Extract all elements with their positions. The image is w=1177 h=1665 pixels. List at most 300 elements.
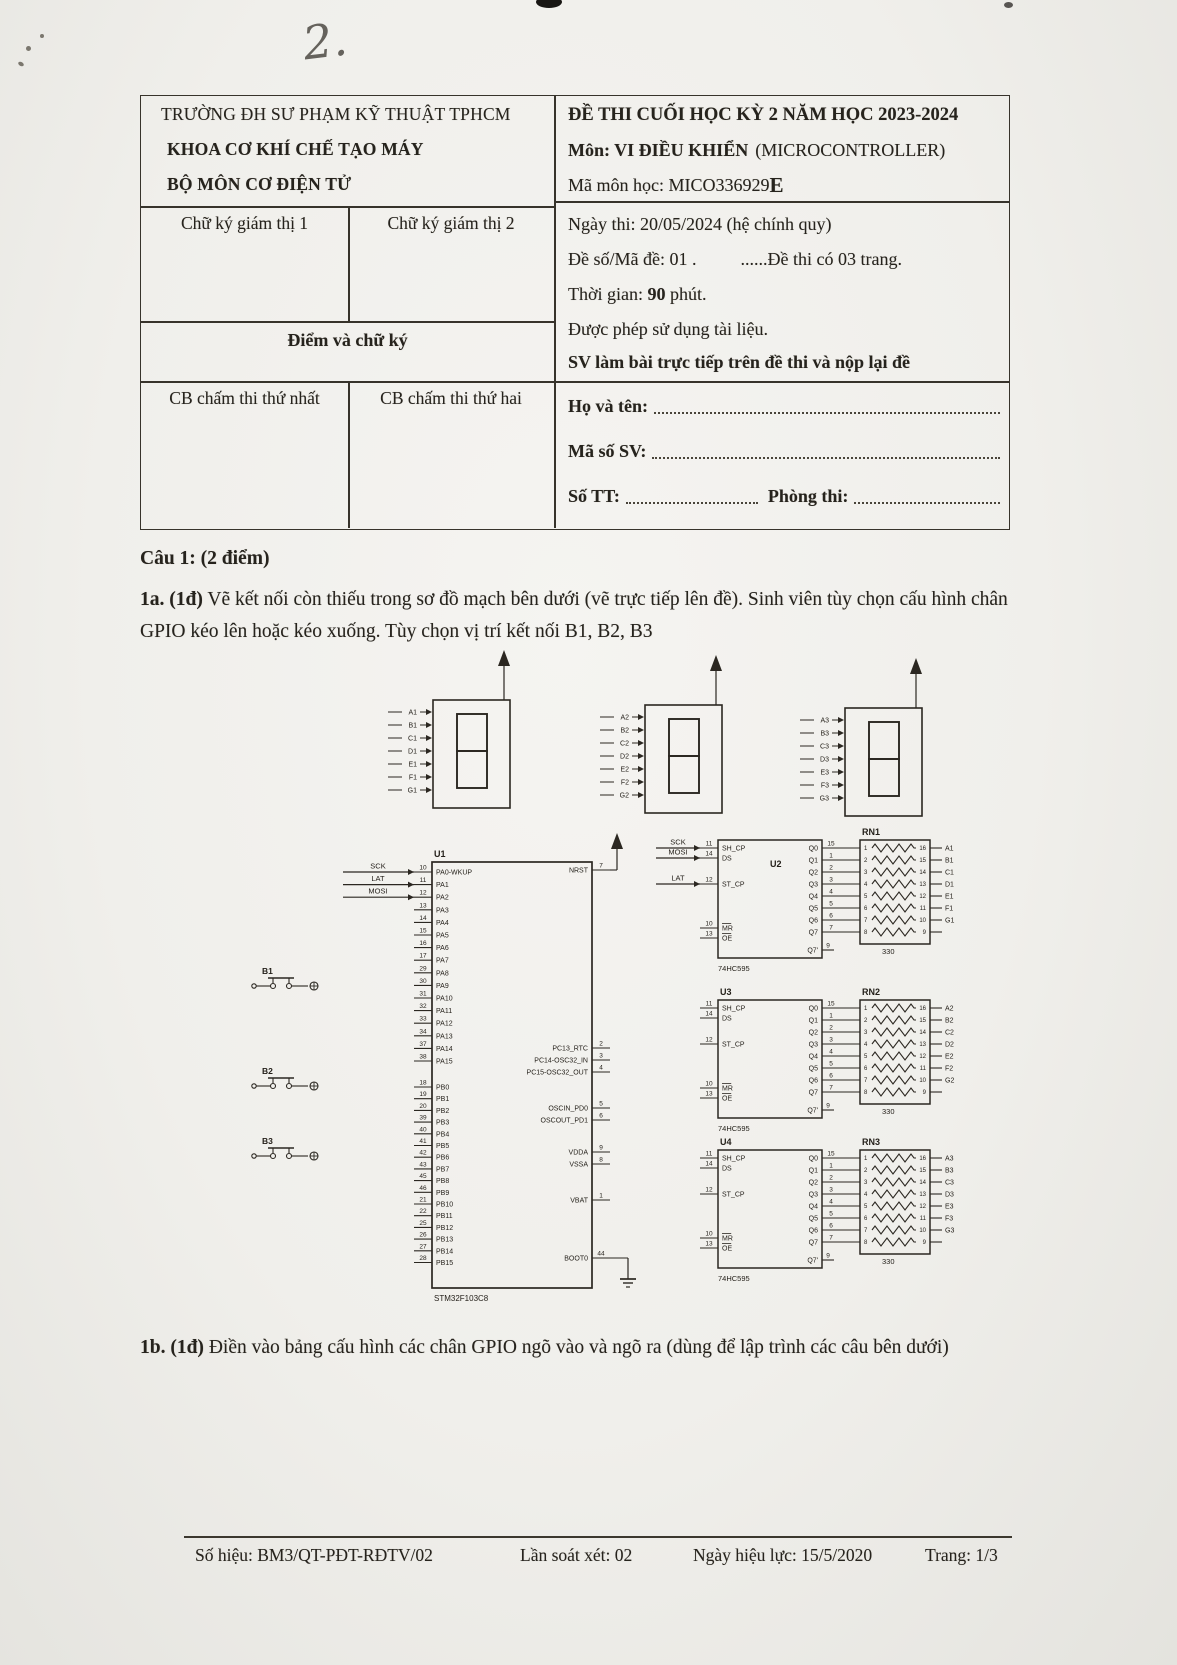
segment-pin-label: D2	[620, 753, 629, 761]
pin-name: SH_CP	[722, 1005, 746, 1013]
button-contact	[271, 1154, 276, 1159]
resistor-value: 330	[882, 947, 895, 956]
pin-number: 17	[419, 952, 427, 960]
resistor-network-box	[860, 1150, 930, 1254]
button-ref: B3	[262, 1136, 273, 1146]
pin-arrowhead	[426, 722, 432, 728]
segment-pin-label: E3	[820, 769, 829, 777]
question-1b-number: 1b. (1đ)	[140, 1337, 204, 1358]
net-label: G1	[945, 917, 955, 925]
pin-number: 30	[419, 977, 427, 985]
pin-number: 8	[599, 1156, 603, 1164]
pin-number: 9	[826, 1252, 830, 1260]
pin-name: Q2	[808, 1029, 818, 1037]
net-label: G2	[945, 1077, 955, 1085]
pin-arrowhead	[838, 756, 844, 762]
pin-arrowhead	[426, 748, 432, 754]
pin-number: 11	[919, 1066, 926, 1072]
pin-arrowhead	[638, 740, 644, 746]
net-label: B3	[945, 1167, 954, 1175]
pin-number: 16	[919, 1006, 926, 1012]
resistor-zigzag	[872, 1238, 916, 1246]
pin-arrowhead	[638, 766, 644, 772]
subject-label: Môn: VI ĐIỀU KHIỂN	[568, 140, 749, 160]
pin-name: OE	[722, 1245, 733, 1253]
component-ref: U3	[720, 987, 732, 997]
seven-seg-digit	[669, 756, 699, 793]
pin-number: 21	[419, 1196, 427, 1204]
pin-number: 7	[864, 1078, 868, 1084]
component-ref: RN2	[862, 987, 881, 997]
segment-pin-label: G2	[619, 792, 629, 800]
pin-number: 10	[919, 1078, 926, 1084]
net-label: D2	[945, 1041, 954, 1049]
duration-line	[568, 284, 707, 305]
segment-pin-label: C1	[408, 735, 417, 743]
pin-name: PB3	[436, 1119, 450, 1127]
pin-number: 7	[829, 1084, 833, 1092]
resistor-zigzag	[872, 880, 916, 888]
pin-name: PC13_RTC	[552, 1045, 588, 1053]
net-label: G3	[945, 1227, 955, 1235]
pin-number: 1	[864, 1156, 868, 1162]
pin-arrowhead	[638, 753, 644, 759]
table-line	[141, 321, 554, 323]
pin-number: 44	[597, 1250, 605, 1258]
pin-number: 12	[705, 876, 713, 884]
seven-seg-digit	[457, 751, 487, 788]
table-line	[554, 201, 1009, 203]
pin-name: Q3	[808, 1191, 818, 1199]
seven-seg-digit	[869, 759, 899, 796]
pin-number: 3	[829, 876, 833, 884]
pin-arrowhead	[838, 782, 844, 788]
pin-name: NRST	[568, 867, 588, 875]
proctor2-cell: Chữ ký giám thị 2	[387, 213, 515, 233]
segment-pin-label: A1	[408, 709, 417, 717]
pin-name: DS	[722, 1165, 732, 1173]
table-line	[554, 381, 1009, 383]
pin-name: MR	[722, 1235, 733, 1243]
pin-name: Q4	[808, 893, 818, 901]
pin-name: PB5	[436, 1143, 450, 1150]
table-line	[554, 96, 556, 528]
pin-name: PB0	[436, 1084, 450, 1092]
net-label: C1	[945, 869, 954, 877]
pin-name: Q6	[808, 917, 818, 925]
pin-number: 10	[705, 1080, 713, 1088]
button-ref: B2	[262, 1066, 273, 1076]
pin-number: 14	[919, 1180, 926, 1186]
seven-seg-display	[645, 705, 722, 813]
subject-line	[568, 140, 945, 161]
student-id-label: Mã số SV:	[568, 441, 647, 461]
net-label: E3	[945, 1203, 954, 1211]
segment-pin-label: B2	[620, 727, 629, 735]
student-id-dotted-line	[652, 445, 1000, 459]
duration-value: 90	[647, 284, 666, 304]
pin-name: OSCIN_PD0	[548, 1105, 588, 1113]
net-label: MOSI	[368, 886, 388, 896]
pin-name: Q7	[808, 1089, 818, 1097]
seven-seg-digit	[869, 722, 899, 759]
student-id-row	[568, 441, 1000, 462]
net-label: B1	[945, 857, 954, 865]
pin-number: 13	[705, 1090, 713, 1098]
pin-number: 4	[864, 1192, 868, 1198]
pin-number: 15	[827, 1150, 835, 1158]
subject-en: (MICROCONTROLLER)	[755, 140, 946, 160]
resistor-zigzag	[872, 1154, 916, 1162]
pin-number: 5	[599, 1100, 603, 1108]
pin-name: Q7'	[807, 947, 818, 955]
pin-name: PA11	[436, 1008, 453, 1016]
pin-number: 14	[919, 1030, 926, 1036]
name-dotted-line	[654, 400, 1000, 414]
vcc-arrow-icon	[498, 650, 510, 666]
pages-note: ......Đề thi có 03 trang.	[740, 249, 902, 269]
component-part: 74HC595	[718, 1274, 750, 1283]
resistor-network-box	[860, 840, 930, 944]
pin-name: Q3	[808, 881, 818, 889]
pin-name: Q5	[808, 1215, 818, 1223]
school-name: TRƯỜNG ĐH SƯ PHẠM KỸ THUẬT TPHCM	[161, 104, 511, 124]
component-ref: U4	[720, 1137, 732, 1147]
segment-pin-label: D1	[408, 748, 417, 756]
vcc-arrow-icon	[710, 655, 722, 671]
pin-name: Q5	[808, 905, 818, 913]
pin-number: 1	[829, 852, 833, 860]
pin-name: PA3	[436, 907, 449, 915]
pin-name: ST_CP	[722, 881, 745, 889]
pin-arrowhead	[694, 845, 700, 851]
pin-number: 8	[864, 1090, 868, 1096]
pin-number: 2	[864, 1168, 868, 1174]
pin-name: PA7	[436, 957, 449, 965]
segment-pin-label: G1	[407, 787, 417, 795]
pin-name: PA0-WKUP	[436, 869, 473, 877]
pin-name: PB12	[436, 1224, 454, 1232]
pin-arrowhead	[838, 795, 844, 801]
pin-number: 5	[864, 1054, 868, 1060]
net-label: A3	[945, 1155, 954, 1163]
pin-name: OE	[722, 1095, 733, 1103]
pin-number: 43	[419, 1161, 427, 1169]
pin-arrowhead	[638, 714, 644, 720]
component-part: 74HC595	[718, 1124, 750, 1133]
pin-number: 9	[599, 1144, 603, 1152]
circuit-diagram	[230, 645, 1000, 1325]
pin-number: 41	[419, 1138, 427, 1145]
pin-number: 11	[705, 840, 713, 848]
pin-name: ST_CP	[722, 1191, 745, 1199]
pin-number: 1	[864, 1006, 868, 1012]
name-label: Họ và tên:	[568, 396, 648, 416]
question-1a-text: Vẽ kết nối còn thiếu trong sơ đồ mạch bên dưới (vẽ trực tiếp lên đề). Sinh viên tùy chọn cấu hình chân GPIO kéo lên hoặc kéo xuống. Tùy chọn vị trí kết nối B1, B2, B3	[140, 589, 1008, 642]
pin-number: 13	[419, 902, 427, 910]
net-label: SCK	[670, 837, 686, 847]
pin-number: 11	[419, 877, 427, 885]
button-terminal	[252, 984, 256, 988]
net-label: F2	[945, 1065, 954, 1073]
button-ref: B1	[262, 966, 273, 976]
resistor-zigzag	[872, 1178, 916, 1186]
pin-arrowhead	[694, 881, 700, 887]
question-1b	[140, 1332, 1024, 1364]
resistor-zigzag	[872, 1040, 916, 1048]
resistor-zigzag	[872, 1214, 916, 1222]
pin-number: 15	[919, 858, 926, 864]
pin-name: SH_CP	[722, 845, 746, 853]
pin-number: 1	[829, 1012, 833, 1020]
pin-name: PA15	[436, 1058, 453, 1066]
pin-name: DS	[722, 855, 732, 863]
pin-number: 3	[599, 1052, 603, 1060]
duration-prefix: Thời gian:	[568, 284, 648, 304]
seat-dotted-line	[626, 490, 758, 504]
pin-number: 9	[826, 942, 830, 950]
pin-number: 45	[419, 1173, 427, 1181]
pin-number: 39	[419, 1114, 427, 1122]
pin-number: 32	[419, 1003, 427, 1011]
pin-number: 15	[919, 1018, 926, 1024]
resistor-zigzag	[872, 868, 916, 876]
pin-name: PA13	[436, 1033, 453, 1041]
name-row	[568, 396, 1000, 417]
pin-number: 7	[599, 862, 603, 870]
footer-effective-date: Ngày hiệu lực: 15/5/2020	[693, 1545, 873, 1565]
pin-number: 6	[599, 1112, 603, 1120]
pin-name: PA5	[436, 932, 449, 940]
pin-number: 14	[705, 850, 713, 858]
resistor-value: 330	[882, 1257, 895, 1266]
resistor-zigzag	[872, 1166, 916, 1174]
pin-number: 25	[419, 1219, 427, 1227]
button-contact	[287, 1154, 292, 1159]
pin-number: 5	[829, 1060, 833, 1068]
segment-pin-label: C2	[620, 740, 629, 748]
pin-number: 16	[919, 846, 926, 852]
pin-name: PA1	[436, 882, 449, 890]
pin-number: 4	[599, 1064, 603, 1072]
pin-number: 3	[829, 1186, 833, 1194]
pin-number: 11	[919, 1216, 926, 1222]
button-terminal	[252, 1154, 256, 1158]
pin-name: PA10	[436, 995, 453, 1003]
pin-arrowhead	[408, 882, 414, 888]
pin-number: 2	[829, 864, 833, 872]
faculty-name: KHOA CƠ KHÍ CHẾ TẠO MÁY	[167, 139, 424, 159]
pin-number: 8	[864, 1240, 868, 1246]
resistor-zigzag	[872, 1226, 916, 1234]
question-1a-number: 1a. (1đ)	[140, 589, 203, 610]
pin-arrowhead	[838, 730, 844, 736]
pin-name: PB11	[436, 1213, 453, 1221]
pin-number: 9	[922, 1090, 926, 1096]
pin-number: 6	[829, 1072, 833, 1080]
vcc-arrow-icon	[910, 658, 922, 674]
course-code: Mã môn học: MICO336929	[568, 175, 770, 195]
segment-pin-label: B1	[408, 722, 417, 730]
pin-number: 6	[829, 1222, 833, 1230]
pin-number: 10	[419, 864, 427, 872]
pin-number: 3	[864, 1030, 868, 1036]
room-label: Phòng thi:	[767, 486, 849, 506]
resistor-zigzag	[872, 904, 916, 912]
footer-rule	[184, 1536, 1012, 1538]
net-label: E1	[945, 893, 954, 901]
pin-number: 18	[419, 1079, 427, 1087]
pin-name: Q1	[808, 1017, 818, 1025]
segment-pin-label: C3	[820, 743, 829, 751]
pin-number: 4	[829, 1048, 833, 1056]
pin-name: OSCOUT_PD1	[540, 1117, 588, 1125]
net-label: LAT	[371, 874, 385, 884]
pin-number: 16	[419, 940, 427, 948]
pin-number: 6	[864, 1216, 868, 1222]
pin-number: 2	[829, 1174, 833, 1182]
pin-number: 1	[864, 846, 868, 852]
pin-name: SH_CP	[722, 1155, 746, 1163]
grader1-cell: CB chấm thi thứ nhất	[169, 388, 320, 408]
pin-number: 4	[829, 888, 833, 896]
pin-number: 29	[419, 965, 427, 973]
pin-arrowhead	[408, 894, 414, 900]
segment-pin-label: F1	[408, 774, 417, 782]
pin-name: Q6	[808, 1227, 818, 1235]
segment-pin-label: F3	[820, 782, 829, 790]
pin-number: 4	[864, 1042, 868, 1048]
course-code-suffix: E	[769, 173, 784, 197]
component-ref: U2	[770, 859, 782, 869]
seat-label: Số TT:	[568, 486, 620, 506]
segment-pin-label: A3	[820, 717, 829, 725]
pin-number: 33	[419, 1015, 427, 1023]
net-label: D3	[945, 1191, 954, 1199]
pin-number: 20	[419, 1102, 427, 1110]
segment-pin-label: B3	[820, 730, 829, 738]
pin-arrowhead	[638, 727, 644, 733]
pin-number: 16	[919, 1156, 926, 1162]
net-label: SCK	[370, 861, 386, 871]
shift-register-box	[718, 1000, 822, 1118]
pin-number: 10	[919, 1228, 926, 1234]
seat-room-row	[568, 486, 1000, 507]
pin-name: MR	[722, 1085, 733, 1093]
net-label: A1	[945, 845, 954, 853]
pin-number: 13	[919, 1192, 926, 1198]
pin-number: 27	[419, 1243, 427, 1251]
pin-number: 9	[922, 930, 926, 936]
button-terminal	[252, 1084, 256, 1088]
pin-name: Q7'	[807, 1257, 818, 1265]
segment-pin-label: A2	[620, 714, 629, 722]
component-ref: RN3	[862, 1137, 881, 1147]
pin-name: OE	[722, 935, 733, 943]
pin-number: 11	[919, 906, 926, 912]
pin-number: 9	[922, 1240, 926, 1246]
pin-number: 38	[419, 1053, 427, 1061]
pin-arrowhead	[426, 709, 432, 715]
net-label: D1	[945, 881, 954, 889]
exam-code-line	[568, 249, 902, 270]
resistor-zigzag	[872, 844, 916, 852]
pin-name: Q0	[808, 1155, 818, 1163]
instruction-line: SV làm bài trực tiếp trên đề thi và nộp lại đề	[568, 352, 910, 372]
pin-name: PB1	[436, 1096, 450, 1104]
pin-number: 37	[419, 1040, 427, 1048]
segment-pin-label: G3	[819, 795, 829, 803]
pin-arrowhead	[408, 869, 414, 875]
pin-number: 7	[864, 918, 868, 924]
segment-pin-label: E2	[620, 766, 629, 774]
pin-name: ST_CP	[722, 1041, 745, 1049]
net-label: C2	[945, 1029, 954, 1037]
resistor-zigzag	[872, 1076, 916, 1084]
pin-name: PA14	[436, 1045, 453, 1053]
pin-name: DS	[722, 1015, 732, 1023]
pin-name: PB9	[436, 1189, 450, 1197]
pin-name: MR	[722, 925, 733, 933]
pin-number: 42	[419, 1149, 427, 1157]
pin-number: 26	[419, 1231, 427, 1239]
component-ref: RN1	[862, 827, 881, 837]
pin-arrowhead	[838, 743, 844, 749]
pin-name: Q7	[808, 929, 818, 937]
segment-pin-label: D3	[820, 756, 829, 764]
pin-number: 15	[827, 840, 835, 848]
pin-name: PB13	[436, 1236, 454, 1244]
pin-number: 5	[829, 900, 833, 908]
net-label: F1	[945, 905, 954, 913]
pin-number: 13	[919, 882, 926, 888]
net-label: LAT	[671, 873, 685, 883]
button-contact	[287, 984, 292, 989]
resistor-zigzag	[872, 928, 916, 936]
pin-name: PB14	[436, 1248, 454, 1256]
pin-number: 19	[419, 1091, 427, 1099]
pin-name: PB10	[436, 1201, 454, 1209]
pin-number: 1	[829, 1162, 833, 1170]
pin-name: PC15-OSC32_OUT	[526, 1069, 588, 1077]
resistor-zigzag	[872, 1064, 916, 1072]
resistor-zigzag	[872, 916, 916, 924]
pin-name: PB15	[436, 1260, 454, 1267]
pin-number: 10	[705, 920, 713, 928]
component-part: 74HC595	[718, 964, 750, 973]
question-1b-text: Điền vào bảng cấu hình các chân GPIO ngõ vào và ngõ ra (dùng để lập trình các câu bên dưới)	[203, 1337, 949, 1358]
pin-name: Q6	[808, 1077, 818, 1085]
pin-number: 8	[864, 930, 868, 936]
pin-number: 12	[919, 1204, 926, 1210]
pin-number: 14	[705, 1160, 713, 1168]
duration-suffix: phút.	[665, 284, 707, 304]
pin-name: VDDA	[568, 1149, 588, 1157]
footer-doc-number: Số hiệu: BM3/QT-PĐT-RĐTV/02	[195, 1545, 433, 1565]
pin-number: 12	[705, 1186, 713, 1194]
pin-number: 7	[829, 1234, 833, 1242]
net-label: E2	[945, 1053, 954, 1061]
proctor1-cell: Chữ ký giám thị 1	[180, 213, 309, 233]
pin-number: 10	[919, 918, 926, 924]
net-label: C3	[945, 1179, 954, 1187]
pin-number: 11	[705, 1000, 713, 1008]
resistor-zigzag	[872, 1052, 916, 1060]
resistor-zigzag	[872, 1016, 916, 1024]
resistor-value: 330	[882, 1107, 895, 1116]
seven-seg-digit	[669, 719, 699, 756]
pin-arrowhead	[426, 735, 432, 741]
